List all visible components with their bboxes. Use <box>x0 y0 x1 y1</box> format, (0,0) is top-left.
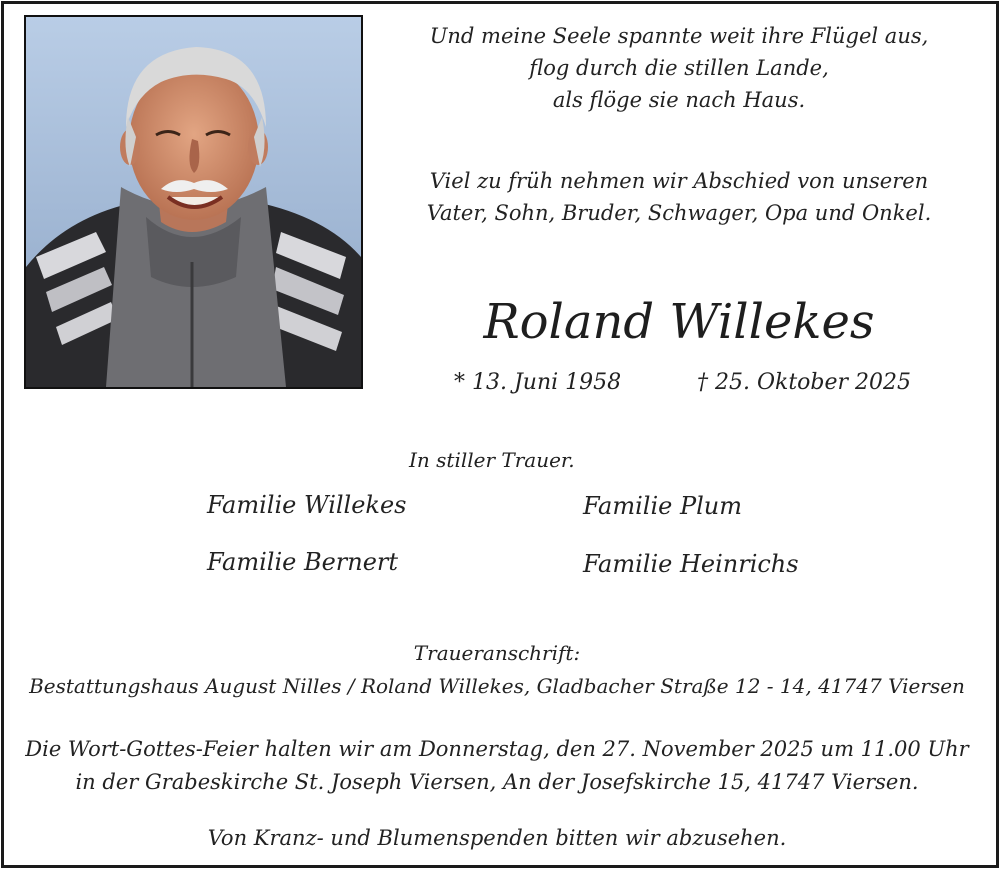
poem-line: flog durch die stillen Lande, <box>529 56 829 80</box>
flowers-note: Von Kranz- und Blumenspenden bitten wir abzusehen. <box>207 826 787 850</box>
address-label: Traueranschrift: <box>413 641 581 665</box>
family-name: Familie Willekes <box>207 491 407 519</box>
mourning-address: Bestattungshaus August Nilles / Roland Willekes, Gladbacher Straße 12 - 14, 41747 Viersen <box>29 674 965 698</box>
family-name: Familie Bernert <box>207 548 399 576</box>
portrait-photo <box>24 15 363 389</box>
farewell-intro <box>414 165 944 229</box>
intro-line: Viel zu früh nehmen wir Abschied von unseren <box>429 169 929 193</box>
poem-line: Und meine Seele spannte weit ihre Flügel aus, <box>429 24 929 48</box>
deceased-name: Roland Willekes <box>483 294 875 350</box>
poem-line: als flöge sie nach Haus. <box>552 88 806 112</box>
mourning-line: In stiller Trauer. <box>409 448 575 472</box>
family-name: Familie Plum <box>583 492 742 520</box>
service-line: in der Grabeskirche St. Joseph Viersen, An der Josefskirche 15, 41747 Viersen. <box>75 770 919 794</box>
poem-verse <box>414 20 944 116</box>
service-details <box>4 733 990 799</box>
birth-date: * 13. Juni 1958 <box>454 370 622 395</box>
death-date: † 25. Oktober 2025 <box>697 370 912 395</box>
obituary-notice <box>1 1 999 868</box>
portrait-illustration <box>26 17 361 387</box>
intro-line: Vater, Sohn, Bruder, Schwager, Opa und Onkel. <box>426 201 932 225</box>
service-line: Die Wort-Gottes-Feier halten wir am Donnerstag, den 27. November 2025 um 11.00 Uhr <box>25 737 969 761</box>
family-name: Familie Heinrichs <box>583 550 799 578</box>
